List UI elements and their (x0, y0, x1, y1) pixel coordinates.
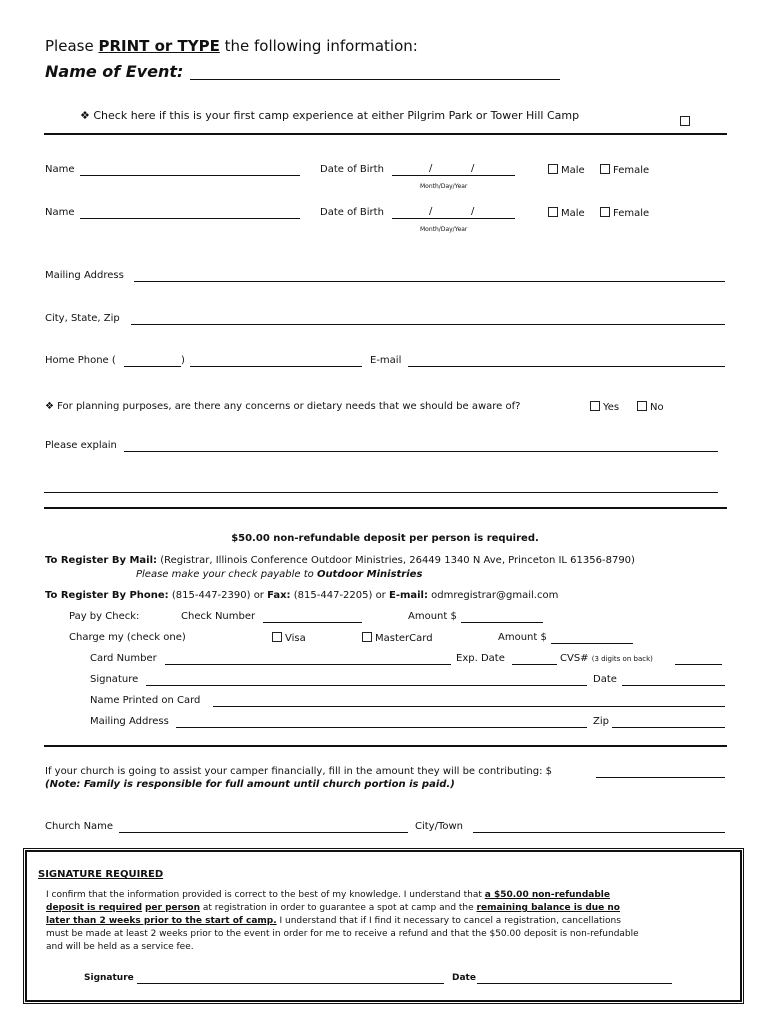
church-note: (Note: Family is responsible for full amount until church portion is paid.) (45, 779, 455, 790)
name-on-card-field[interactable] (213, 706, 725, 707)
signature-required-title: SIGNATURE REQUIRED (38, 869, 164, 880)
dob-hint: Month/Day/Year (420, 226, 468, 233)
visa-checkbox[interactable]: Visa (272, 632, 306, 644)
phone-close-paren: ) (181, 355, 185, 366)
event-name-label: Name of Event: (45, 62, 184, 81)
email-field[interactable] (408, 366, 725, 367)
card-date-label: Date (593, 674, 617, 685)
city-state-zip-field[interactable] (131, 324, 725, 325)
camper-name-field[interactable] (80, 175, 300, 176)
zip-label: Zip (593, 716, 609, 727)
yes-checkbox[interactable]: Yes (590, 401, 619, 413)
mastercard-checkbox[interactable]: MasterCard (362, 632, 433, 644)
dob-label: Date of Birth (320, 207, 384, 218)
area-code-field[interactable] (124, 366, 181, 367)
camper-name-label: Name (45, 207, 75, 218)
camper-name-field[interactable] (80, 218, 300, 219)
card-mailing-address-label: Mailing Address (90, 716, 169, 727)
final-date-label: Date (452, 973, 476, 983)
payable-to: Please make your check payable to Outdoor Ministries (136, 569, 423, 580)
charge-amount-field[interactable] (551, 643, 633, 644)
pay-by-check-label: Pay by Check: (69, 611, 140, 622)
mailing-address-label: Mailing Address (45, 270, 124, 281)
card-date-field[interactable] (622, 685, 725, 686)
amount-label: Amount $ (408, 611, 457, 622)
explain-field-2[interactable] (44, 492, 718, 493)
card-mailing-address-field[interactable] (176, 727, 587, 728)
check-amount-field[interactable] (461, 622, 543, 623)
dob-slash: / (471, 206, 475, 217)
zip-field[interactable] (612, 727, 725, 728)
divider (44, 507, 727, 509)
home-phone-field[interactable] (190, 366, 362, 367)
dob-field[interactable] (392, 218, 515, 219)
cvs-field[interactable] (675, 664, 722, 665)
no-checkbox[interactable]: No (637, 401, 664, 413)
city-state-zip-label: City, State, Zip (45, 313, 120, 324)
church-city-label: City/Town (415, 821, 464, 832)
dob-hint: Month/Day/Year (420, 183, 468, 190)
dietary-question: ❖ For planning purposes, are there any concerns or dietary needs that we should be aware of? (45, 401, 521, 412)
check-number-field[interactable] (263, 622, 362, 623)
home-phone-label: Home Phone ( (45, 355, 116, 366)
card-signature-label: Signature (90, 674, 139, 685)
amount-label: Amount $ (498, 632, 547, 643)
church-name-field[interactable] (119, 832, 408, 833)
event-name-field[interactable] (190, 79, 560, 80)
female-checkbox[interactable]: Female (600, 207, 649, 219)
final-signature-label: Signature (84, 973, 134, 983)
dob-slash: / (471, 163, 475, 174)
male-checkbox[interactable]: Male (548, 164, 585, 176)
card-number-field[interactable] (165, 664, 451, 665)
register-by-phone: To Register By Phone: (815-447-2390) or Fax: (815-447-2205) or E-mail: odmregistrar@gmail.com (45, 590, 559, 601)
dob-field[interactable] (392, 175, 515, 176)
cvs-label: CVS# (3 digits on back) (560, 653, 653, 664)
explain-field[interactable] (124, 451, 718, 452)
instruction-heading: Please PRINT or TYPE the following information: (45, 37, 418, 55)
camper-name-label: Name (45, 164, 75, 175)
dob-slash: / (429, 206, 433, 217)
first-camp-checkbox[interactable] (680, 110, 693, 129)
register-by-mail: To Register By Mail: (Registrar, Illinois Conference Outdoor Ministries, 26449 1340 N Ave, Princeton IL 61356-8790) (45, 555, 635, 566)
deposit-notice: $50.00 non-refundable deposit per person is required. (231, 533, 539, 544)
final-date-field[interactable] (477, 983, 672, 984)
card-signature-field[interactable] (146, 685, 587, 686)
dob-label: Date of Birth (320, 164, 384, 175)
church-assist-text: If your church is going to assist your camper financially, fill in the amount they will be contributing: $ (45, 766, 552, 777)
divider (44, 745, 727, 747)
church-name-label: Church Name (45, 821, 114, 832)
mailing-address-field[interactable] (134, 281, 725, 282)
agreement-text: I confirm that the information provided is correct to the best of my knowledge. I understand that a $50.00 non-refundable deposit is required per person at registration in order to guarantee a spot at camp and the remaining balance is due no later than 2 weeks prior to the start of camp. I understand that if I find it necessary to cancel a registration, cancellations must be made at least 2 weeks prior to the event in order for me to receive a refund and that the $50.00 deposit is non-refundable and will be held as a service fee. (46, 890, 639, 952)
please-explain-label: Please explain (45, 440, 117, 451)
divider (44, 133, 727, 135)
card-number-label: Card Number (90, 653, 157, 664)
dob-slash: / (429, 163, 433, 174)
church-amount-field[interactable] (596, 777, 725, 778)
name-on-card-label: Name Printed on Card (90, 695, 201, 706)
female-checkbox[interactable]: Female (600, 164, 649, 176)
exp-date-label: Exp. Date (456, 653, 505, 664)
email-label: E-mail (370, 355, 402, 366)
male-checkbox[interactable]: Male (548, 207, 585, 219)
final-signature-field[interactable] (137, 983, 444, 984)
church-city-field[interactable] (473, 832, 725, 833)
exp-date-field[interactable] (512, 664, 557, 665)
first-camp-text: ❖ Check here if this is your first camp experience at either Pilgrim Park or Tower Hill Camp (80, 109, 580, 122)
check-number-label: Check Number (181, 611, 256, 622)
charge-label: Charge my (check one) (69, 632, 186, 643)
